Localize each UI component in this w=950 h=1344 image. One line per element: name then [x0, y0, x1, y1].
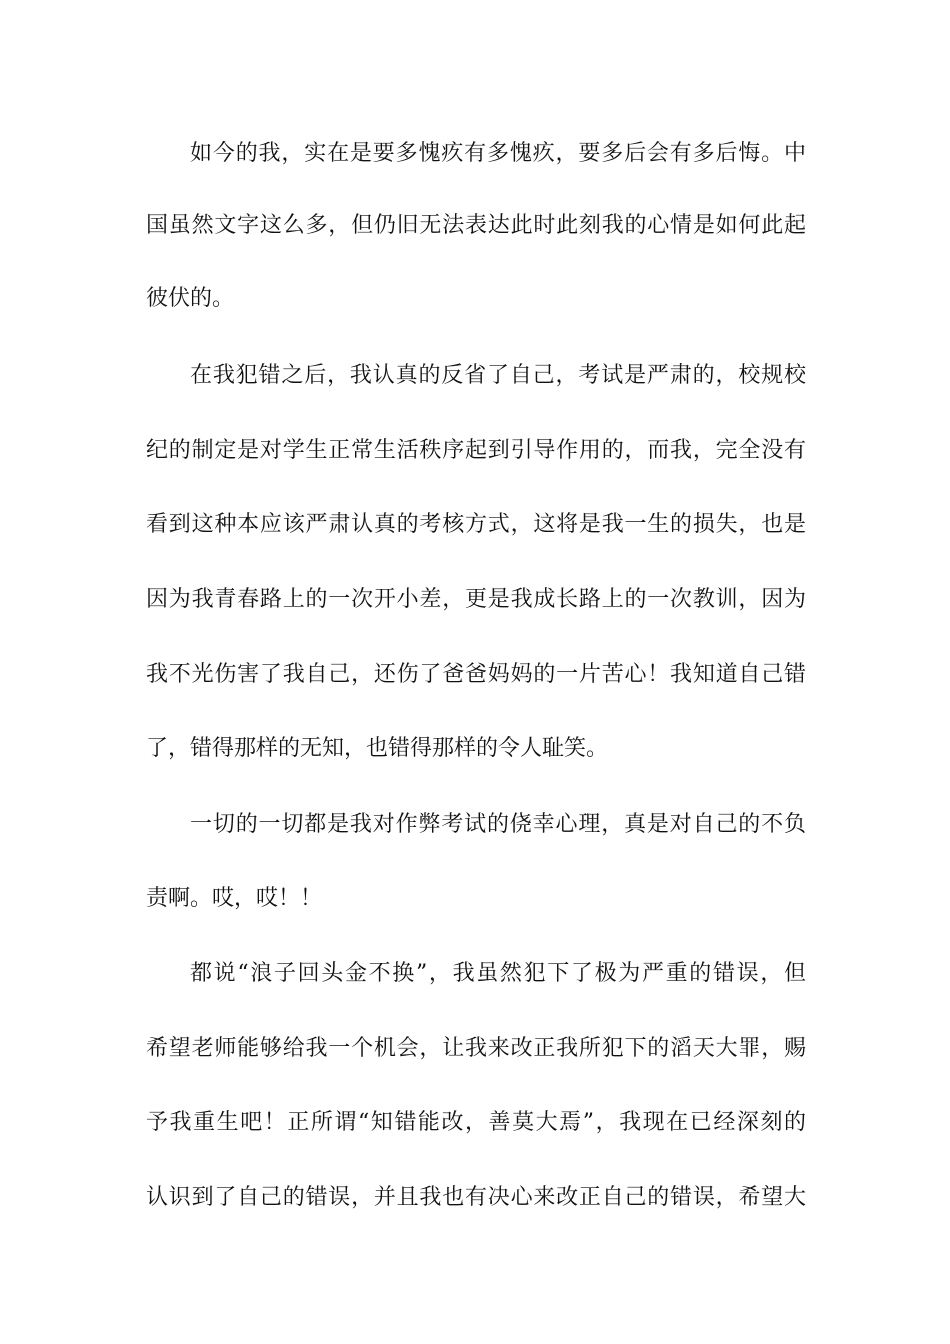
paragraph-4-line-2: 希望老师能够给我一个机会，让我来改正我所犯下的滔天大罪，赐	[146, 1036, 806, 1061]
paragraph-4-line-1: 都说“浪子回头金不换”，我虽然犯下了极为严重的错误，但	[190, 961, 806, 986]
paragraph-2-line-4: 因为我青春路上的一次开小差，更是我成长路上的一次教训，因为	[146, 587, 806, 612]
paragraph-1-line-2: 国虽然文字这么多，但仍旧无法表达此时此刻我的心情是如何此起	[146, 213, 806, 238]
paragraph-2-line-3: 看到这种本应该严肃认真的考核方式，这将是我一生的损失，也是	[146, 512, 806, 537]
paragraph-4-line-3: 予我重生吧！正所谓“知错能改，善莫大焉”，我现在已经深刻的	[146, 1110, 806, 1135]
paragraph-1-line-1: 如今的我，实在是要多愧疚有多愧疚，要多后会有多后悔。中	[190, 141, 806, 166]
paragraph-2-line-2: 纪的制定是对学生正常生活秩序起到引导作用的，而我，完全没有	[146, 438, 806, 463]
paragraph-3-line-1: 一切的一切都是我对作弊考试的侥幸心理，真是对自己的不负	[190, 812, 806, 837]
paragraph-2-line-5: 我不光伤害了我自己，还伤了爸爸妈妈的一片苦心！我知道自己错	[146, 662, 806, 687]
paragraph-2-line-6: 了，错得那样的无知，也错得那样的令人耻笑。	[146, 736, 609, 761]
paragraph-1-line-3: 彼伏的。	[146, 286, 235, 311]
paragraph-2-line-1: 在我犯错之后，我认真的反省了自己，考试是严肃的，校规校	[190, 363, 806, 388]
paragraph-3-line-2: 责啊。哎，哎！！	[146, 886, 323, 911]
paragraph-4-line-4: 认识到了自己的错误，并且我也有决心来改正自己的错误，希望大	[146, 1185, 806, 1210]
